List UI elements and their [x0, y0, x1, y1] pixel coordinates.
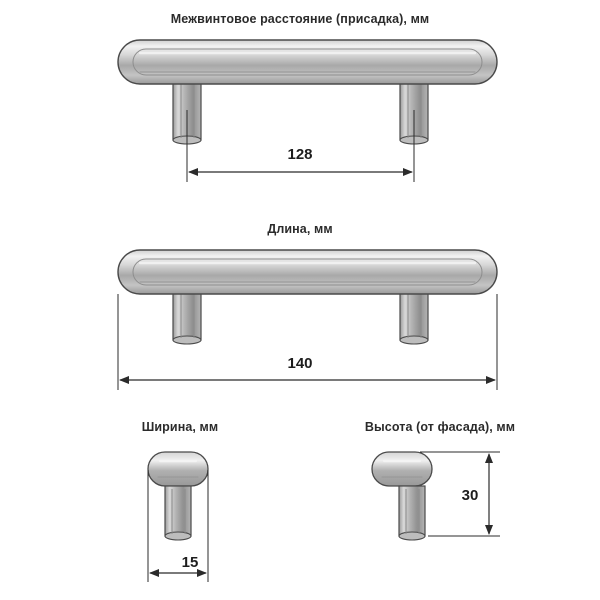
caption-height: Высота (от фасада), мм: [364, 420, 516, 434]
caption-width: Ширина, мм: [141, 420, 219, 434]
caption-center-distance: Межвинтовое расстояние (присадка), мм: [170, 12, 430, 26]
handle-view-front-bottom: [118, 250, 497, 344]
value-height: 30: [461, 487, 479, 504]
handle-view-side-height: [372, 452, 432, 540]
value-length: 140: [287, 355, 313, 372]
caption-length: Длина, мм: [267, 222, 333, 236]
value-width: 15: [181, 554, 199, 571]
handle-view-front-top: [118, 40, 497, 144]
handle-view-side-width: [148, 452, 208, 540]
value-center-distance: 128: [287, 146, 313, 163]
